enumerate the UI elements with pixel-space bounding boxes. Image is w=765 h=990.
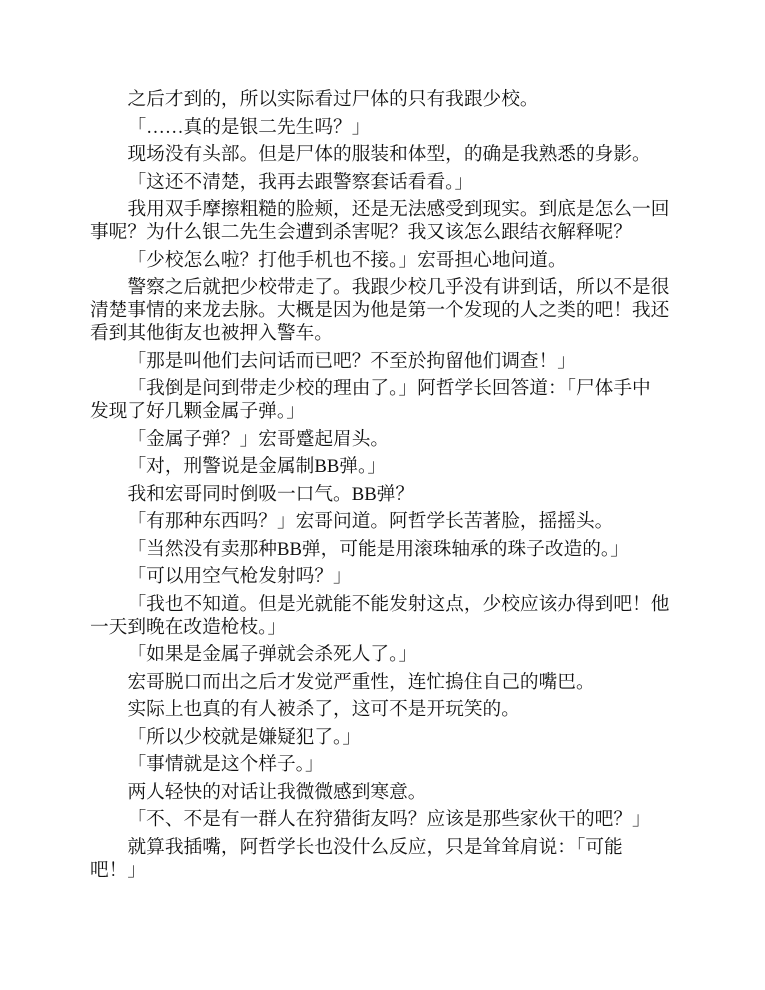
paragraph	[90, 455, 690, 478]
text-line: 现场没有头部。但是尸体的服装和体型，的确是我熟悉的身影。	[127, 144, 651, 165]
paragraph	[90, 753, 690, 776]
text-line: 「我倒是问到带走少校的理由了。」阿哲学长回答道：「尸体手中	[127, 378, 651, 399]
paragraph	[90, 276, 690, 345]
paragraph	[90, 483, 690, 506]
paragraph	[90, 726, 690, 749]
text-line: 看到其他街友也被押入警车。	[90, 323, 333, 344]
text-line: 实际上也真的有人被杀了，这可不是开玩笑的。	[127, 699, 520, 720]
paragraph	[90, 171, 690, 194]
paragraph	[90, 143, 690, 166]
text-line: 「少校怎么啦？打他手机也不接。」宏哥担心地问道。	[127, 249, 567, 271]
paragraph	[90, 836, 690, 882]
text-line: 「事情就是这个样子。」	[127, 754, 324, 775]
paragraph	[90, 198, 690, 244]
text-line: 「有那种东西吗？」宏哥问道。阿哲学长苦著脸，摇摇头。	[127, 511, 614, 532]
paragraph	[90, 565, 690, 588]
paragraph	[90, 593, 690, 639]
text-line: 吧！」	[90, 859, 147, 881]
text-line: 「不、不是有一群人在狩猎街友吗？应该是那些家伙干的吧？」	[127, 809, 651, 830]
text-line: 「……真的是银二先生吗？」	[127, 116, 371, 138]
text-line: 「金属子弹？」宏哥蹙起眉头。	[127, 428, 390, 450]
paragraph	[90, 377, 690, 423]
paragraph	[90, 510, 690, 533]
text-line: 「如果是金属子弹就会杀死人了。」	[127, 644, 418, 665]
text-line: 「我也不知道。但是光就能不能发射这点，少校应该办得到吧！他	[127, 593, 670, 615]
paragraph	[90, 350, 690, 373]
text-line: 一天到晚在改造枪枝。」	[90, 616, 287, 638]
text-line: 「对，刑警说是金属制BB弹。」	[127, 456, 387, 477]
text-line: 「这还不清楚，我再去跟警察套话看看。」	[127, 171, 474, 193]
paragraph	[90, 116, 690, 139]
paragraph	[90, 88, 690, 111]
text-line: 「当然没有卖那种BB弹，可能是用滚珠轴承的珠子改造的。」	[127, 538, 629, 560]
text-line: 发现了好几颗金属子弹。」	[90, 401, 305, 422]
paragraph	[90, 643, 690, 666]
text-line: 两人轻快的对话让我微微感到寒意。	[127, 781, 427, 803]
text-line: 警察之后就把少校带走了。我跟少校几乎没有讲到话，所以不是很	[127, 277, 670, 298]
text-line: 之后才到的，所以实际看过尸体的只有我跟少校。	[127, 89, 539, 110]
text-line: 「那是叫他们去问话而已吧？不至於拘留他们调查！」	[127, 350, 576, 372]
paragraph	[90, 249, 690, 272]
text-line: 「可以用空气枪发射吗？」	[127, 566, 352, 587]
paragraph	[90, 698, 690, 721]
text-line: 清楚事情的来龙去脉。大概是因为他是第一个发现的人之类的吧！我还	[90, 300, 670, 321]
paragraph	[90, 781, 690, 804]
paragraph	[90, 808, 690, 831]
text-line: 我和宏哥同时倒吸一口气。BB弹？	[127, 483, 415, 505]
paragraph	[90, 671, 690, 694]
page-text	[90, 88, 690, 886]
paragraph	[90, 428, 690, 451]
paragraph	[90, 538, 690, 561]
text-line: 就算我插嘴，阿哲学长也没什么反应，只是耸耸肩说：「可能	[127, 836, 623, 858]
text-line: 我用双手摩擦粗糙的脸颊，还是无法感受到现实。到底是怎么一回	[127, 199, 670, 220]
text-line: 宏哥脱口而出之后才发觉严重性，连忙摀住自己的嘴巴。	[127, 671, 595, 693]
text-line: 事呢？为什么银二先生会遭到杀害呢？我又该怎么跟结衣解释呢？	[90, 222, 632, 243]
text-line: 「所以少校就是嫌疑犯了。」	[127, 726, 362, 748]
